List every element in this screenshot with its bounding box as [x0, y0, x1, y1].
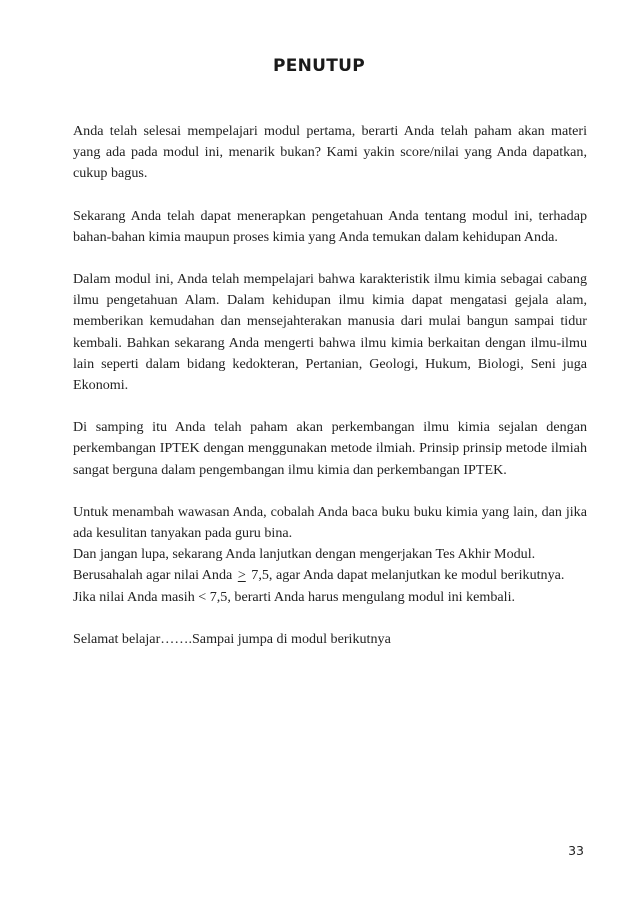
paragraph-closing: Selamat belajar…….Sampai jumpa di modul berikutnya: [73, 630, 391, 647]
passing-score-text-after: 7,5, agar Anda dapat melanjutkan ke modul berikutnya.: [251, 567, 565, 584]
paragraph-intro: Anda telah selesai mempelajari modul pertama, berarti Anda telah paham akan materi yang ada pada modul ini, menarik bukan? Kami yakin score/nilai yang Anda dapatkan, cukup bagus.: [73, 123, 587, 182]
passing-score-text-before: Berusahalah agar nilai Anda: [73, 567, 233, 584]
paragraph-suggestion: Untuk menambah wawasan Anda, cobalah Anda baca buku buku kimia yang lain, dan jika ada kesulitan tanyakan pada guru bina.: [73, 503, 587, 542]
greater-equal-symbol: >: [237, 567, 246, 584]
page-title: PENUTUP: [272, 56, 366, 76]
body-text: [73, 121, 587, 671]
page-number: 33: [568, 843, 584, 858]
paragraph-application: Sekarang Anda telah dapat menerapkan pengetahuan Anda tentang modul ini, terhadap bahan-bahan kimia maupun proses kimia yang Anda temukan dalam kehidupan Anda.: [73, 207, 587, 245]
paragraph-passing-score: [73, 565, 587, 586]
paragraph-final-test: Dan jangan lupa, sekarang Anda lanjutkan dengan mengerjakan Tes Akhir Modul.: [73, 546, 536, 563]
paragraph-iptek: Di samping itu Anda telah paham akan perkembangan ilmu kimia sejalan dengan perkembangan IPTEK dengan menggunakan metode ilmiah. Prinsip prinsip metode ilmiah sangat berguna dalam pengembangan ilmu kimia dan perkembangan IPTEK.: [73, 419, 587, 478]
paragraph-characteristics: Dalam modul ini, Anda telah mempelajari bahwa karakteristik ilmu kimia sebagai cabang ilmu pengetahuan Alam. Dalam kehidupan ilmu kimia dapat mengatasi gejala alam, memberikan kemudahan dan mensejahterakan manusia dari mulai bangun sampai tidur kembali. Bahkan sekarang Anda mengerti bahwa ilmu kimia berkaitan dengan ilmu-ilmu lain seperti dalam bidang kedokteran, Pertanian, Geologi, Hukum, Biologi, Seni juga Ekonomi.: [73, 271, 587, 394]
paragraph-repeat-module: Jika nilai Anda masih < 7,5, berarti Anda harus mengulang modul ini kembali.: [73, 588, 516, 605]
